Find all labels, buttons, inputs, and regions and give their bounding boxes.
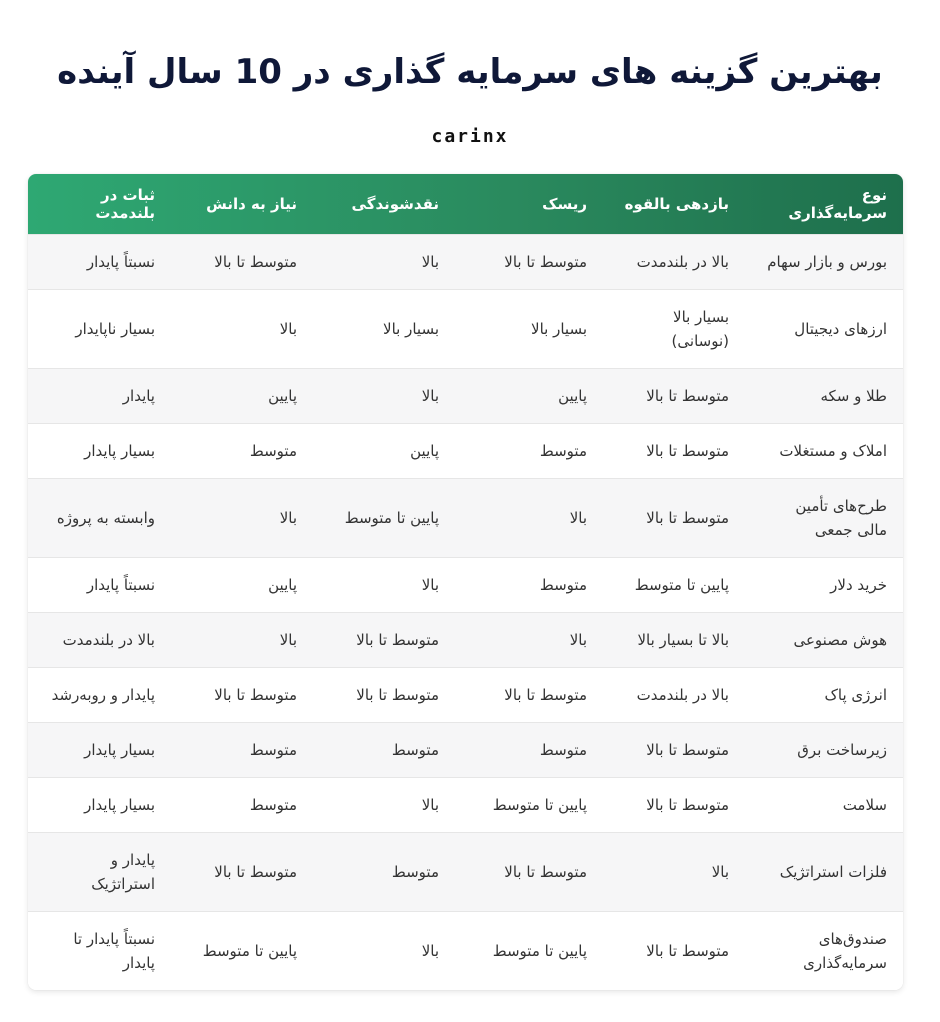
investment-comparison-table: [28, 174, 903, 990]
cell-risk: متوسط: [455, 558, 603, 613]
column-header-stability: ثبات در بلندمدت: [95, 186, 155, 222]
cell-type: طلا و سکه: [745, 369, 903, 424]
cell-liquidity: بسیار بالا: [313, 290, 455, 369]
cell-type: فلزات استراتژیک: [745, 833, 903, 912]
cell-return: بسیار بالا (نوسانی): [603, 290, 745, 369]
table-row: [28, 558, 903, 613]
cell-risk: متوسط: [455, 424, 603, 479]
cell-type: سلامت: [745, 778, 903, 833]
cell-liquidity: متوسط: [313, 723, 455, 778]
cell-type: صندوق‌های سرمایه‌گذاری: [745, 912, 903, 991]
brand-logo: carinx: [431, 126, 509, 147]
cell-knowledge: متوسط: [171, 778, 313, 833]
cell-liquidity: بالا: [313, 369, 455, 424]
cell-knowledge: پایین: [171, 369, 313, 424]
cell-return: متوسط تا بالا: [603, 424, 745, 479]
cell-stability: بالا در بلندمدت: [28, 613, 171, 668]
table-row: [28, 369, 903, 424]
cell-return: متوسط تا بالا: [603, 778, 745, 833]
cell-stability: پایدار و استراتژیک: [28, 833, 171, 912]
cell-stability: پایدار و روبه‌رشد: [28, 668, 171, 723]
cell-liquidity: بالا: [313, 558, 455, 613]
cell-return: بالا در بلندمدت: [603, 235, 745, 290]
cell-knowledge: متوسط تا بالا: [171, 668, 313, 723]
cell-knowledge: بالا: [171, 290, 313, 369]
cell-knowledge: بالا: [171, 479, 313, 558]
cell-stability: نسبتاً پایدار: [28, 235, 171, 290]
table-row: [28, 778, 903, 833]
cell-type: طرح‌های تأمین مالی جمعی: [745, 479, 903, 558]
cell-liquidity: متوسط: [313, 833, 455, 912]
cell-liquidity: متوسط تا بالا: [313, 668, 455, 723]
cell-stability: بسیار پایدار: [28, 723, 171, 778]
comparison-table-card: [28, 174, 903, 990]
cell-type: املاک و مستغلات: [745, 424, 903, 479]
cell-knowledge: پایین تا متوسط: [171, 912, 313, 991]
table-row: [28, 833, 903, 912]
cell-risk: بالا: [455, 479, 603, 558]
table-row: [28, 479, 903, 558]
cell-return: بالا در بلندمدت: [603, 668, 745, 723]
cell-stability: بسیار ناپایدار: [28, 290, 171, 369]
cell-liquidity: پایین تا متوسط: [313, 479, 455, 558]
cell-type: زیرساخت برق: [745, 723, 903, 778]
page-title: بهترین گزینه های سرمایه گذاری در 10 سال آینده: [57, 52, 883, 92]
cell-knowledge: پایین: [171, 558, 313, 613]
cell-risk: متوسط تا بالا: [455, 668, 603, 723]
cell-knowledge: متوسط: [171, 424, 313, 479]
cell-risk: بسیار بالا: [455, 290, 603, 369]
column-header-liquidity: نقدشوندگی: [351, 195, 439, 213]
column-header-risk: ریسک: [542, 195, 587, 213]
cell-stability: پایدار: [28, 369, 171, 424]
cell-type: هوش مصنوعی: [745, 613, 903, 668]
cell-return: پایین تا متوسط: [603, 558, 745, 613]
cell-liquidity: بالا: [313, 235, 455, 290]
cell-stability: بسیار پایدار: [28, 424, 171, 479]
column-header-return: بازدهی بالقوه: [624, 195, 729, 213]
cell-return: بالا تا بسیار بالا: [603, 613, 745, 668]
cell-risk: متوسط تا بالا: [455, 235, 603, 290]
column-header-type: نوع سرمایه‌گذاری: [788, 186, 887, 222]
cell-knowledge: متوسط تا بالا: [171, 235, 313, 290]
cell-knowledge: متوسط: [171, 723, 313, 778]
cell-return: متوسط تا بالا: [603, 369, 745, 424]
table-row: [28, 723, 903, 778]
cell-liquidity: پایین: [313, 424, 455, 479]
table-row: [28, 912, 903, 991]
cell-risk: متوسط تا بالا: [455, 833, 603, 912]
cell-knowledge: بالا: [171, 613, 313, 668]
cell-return: متوسط تا بالا: [603, 723, 745, 778]
cell-stability: وابسته به پروژه: [28, 479, 171, 558]
table-header-row: [28, 174, 903, 235]
cell-type: ارزهای دیجیتال: [745, 290, 903, 369]
cell-risk: پایین: [455, 369, 603, 424]
cell-type: بورس و بازار سهام: [745, 235, 903, 290]
column-header-knowledge: نیاز به دانش: [206, 195, 297, 213]
cell-risk: پایین تا متوسط: [455, 778, 603, 833]
cell-type: انرژی پاک: [745, 668, 903, 723]
table-row: [28, 424, 903, 479]
cell-stability: بسیار پایدار: [28, 778, 171, 833]
cell-stability: نسبتاً پایدار: [28, 558, 171, 613]
cell-type: خرید دلار: [745, 558, 903, 613]
cell-risk: متوسط: [455, 723, 603, 778]
cell-liquidity: متوسط تا بالا: [313, 613, 455, 668]
cell-liquidity: بالا: [313, 912, 455, 991]
table-row: [28, 235, 903, 290]
table-row: [28, 613, 903, 668]
cell-return: متوسط تا بالا: [603, 479, 745, 558]
cell-return: متوسط تا بالا: [603, 912, 745, 991]
cell-knowledge: متوسط تا بالا: [171, 833, 313, 912]
cell-return: بالا: [603, 833, 745, 912]
cell-risk: بالا: [455, 613, 603, 668]
cell-stability: نسبتاً پایدار تا پایدار: [28, 912, 171, 991]
table-row: [28, 668, 903, 723]
table-row: [28, 290, 903, 369]
cell-risk: پایین تا متوسط: [455, 912, 603, 991]
cell-liquidity: بالا: [313, 778, 455, 833]
